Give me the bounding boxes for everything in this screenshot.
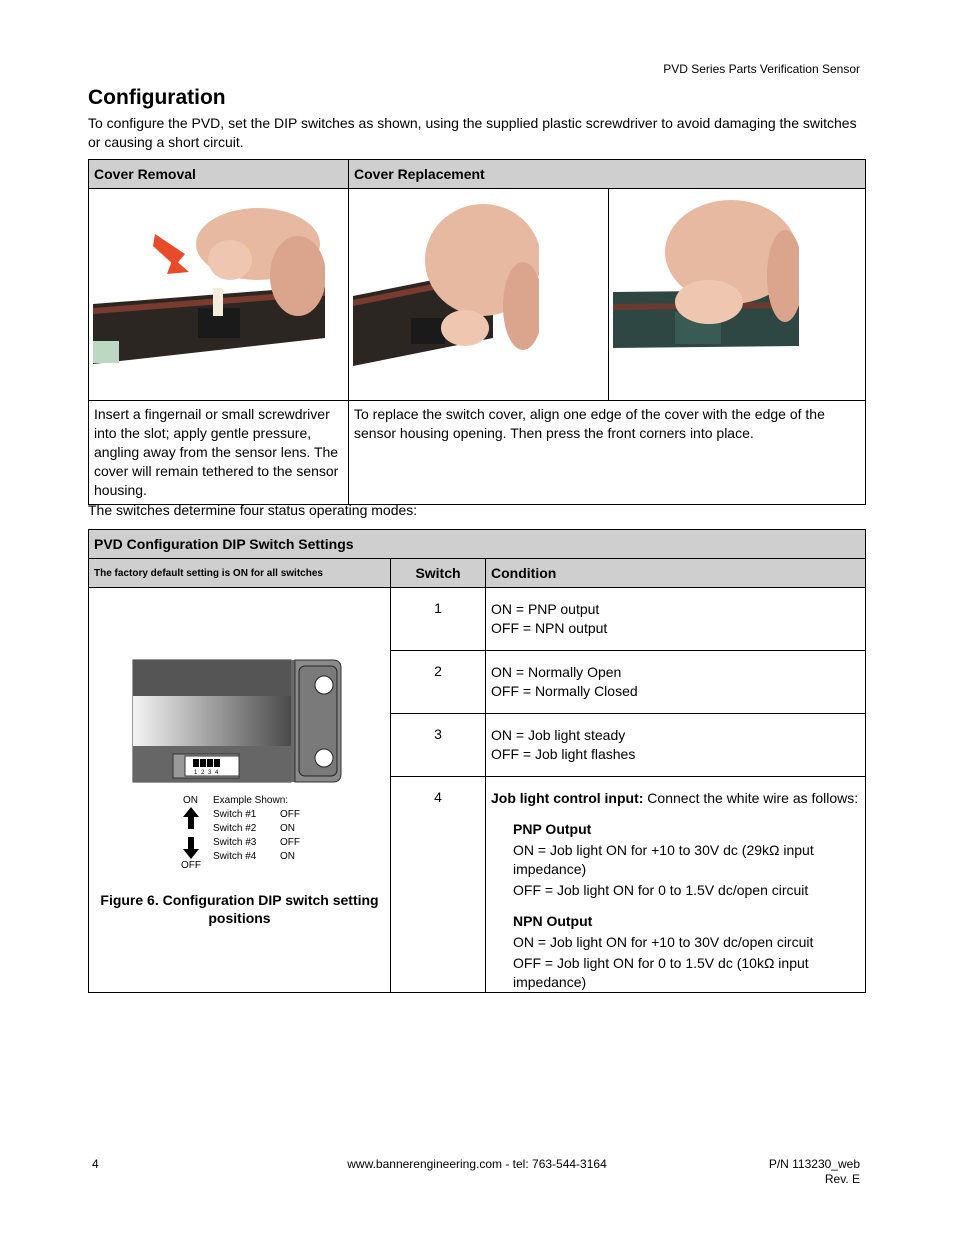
factory-default-note: The factory default setting is ON for all switches [89, 559, 391, 588]
running-header: PVD Series Parts Verification Sensor [663, 62, 860, 76]
switch-1-off: OFF = NPN output [491, 620, 608, 636]
pnp-on-line: ON = Job light ON for +10 to 30V dc (29kΩ input impedance) [513, 842, 814, 877]
off-label: OFF [181, 860, 201, 871]
on-label: ON [183, 795, 198, 806]
removal-description: Insert a fingernail or small screwdriver into the slot; apply gentle pressure, angling away from the sensor lens. The cover will remain tethered to the sensor housing. [89, 401, 349, 505]
npn-on-line: ON = Job light ON for +10 to 30V dc/open circuit [513, 934, 814, 950]
example-switch-2-state: ON [280, 823, 295, 834]
switch-4-condition [486, 777, 866, 993]
cover-replacement-photo-2 [613, 196, 799, 372]
down-arrow-icon [183, 837, 199, 859]
npn-output-title: NPN Output [513, 913, 593, 929]
cover-removal-header: Cover Removal [89, 160, 349, 189]
switch-4-number: 4 [391, 777, 486, 993]
switch-4-lead-rest: Connect the white wire as follows: [643, 790, 859, 806]
replacement-photo-cell-2 [609, 189, 866, 401]
example-title: Example Shown: [213, 795, 289, 806]
page-number: 4 [92, 1157, 99, 1171]
switch-column-header: Switch [391, 559, 486, 588]
dip-number-4: 4 [215, 770, 219, 776]
section-title: Configuration [88, 86, 226, 109]
dip-lever-1 [193, 759, 199, 767]
revision: Rev. E [824, 1172, 860, 1186]
cover-table [88, 159, 866, 505]
pnp-off-line: OFF = Job light ON for 0 to 1.5V dc/open circuit [513, 882, 809, 898]
intro-paragraph: To configure the PVD, set the DIP switches as shown, using the supplied plastic screwdriver to avoid damaging the switches or causing a short circuit. [88, 115, 857, 150]
cover-replacement-photo-1 [353, 196, 539, 366]
example-switch-3-name: Switch #3 [213, 837, 257, 848]
sensor-housing-diagram [89, 648, 390, 788]
figure-caption: Figure 6. Configuration DIP switch setting positions [100, 892, 379, 926]
removal-photo-cell [89, 189, 349, 401]
dip-table-title: PVD Configuration DIP Switch Settings [89, 530, 866, 559]
replacement-photo-cell-1 [349, 189, 609, 401]
switch-3-condition [486, 714, 866, 777]
modes-sentence: The switches determine four status operating modes: [88, 502, 418, 518]
dip-switch-table [88, 529, 866, 993]
dip-lever-3 [207, 759, 213, 767]
dip-number-1: 1 [194, 770, 198, 776]
cover-replacement-header: Cover Replacement [349, 160, 866, 189]
dip-number-2: 2 [201, 770, 205, 776]
up-arrow-icon [183, 807, 199, 829]
replacement-description: To replace the switch cover, align one edge of the cover with the edge of the sensor housing opening. Then press the front corners into place. [349, 401, 866, 505]
pnp-output-title: PNP Output [513, 821, 592, 837]
example-switch-1-state: OFF [280, 809, 300, 820]
dip-number-3: 3 [208, 770, 212, 776]
example-switch-1-name: Switch #1 [213, 809, 257, 820]
condition-column-header: Condition [486, 559, 866, 588]
part-number: P/N 113230_web [768, 1157, 860, 1171]
dip-lever-2 [200, 759, 206, 767]
switch-4-lead [491, 789, 860, 808]
example-switch-2-name: Switch #2 [213, 823, 257, 834]
switch-4-lead-bold: Job light control input: [491, 790, 644, 806]
switch-3-off: OFF = Job light flashes [491, 746, 636, 762]
switch-1-condition [486, 588, 866, 651]
npn-off-line: OFF = Job light ON for 0 to 1.5V dc (10kΩ input impedance) [513, 955, 809, 990]
example-switch-4-state: ON [280, 851, 295, 862]
switch-2-condition [486, 651, 866, 714]
footer-part-info [769, 1157, 860, 1187]
switch-3-on: ON = Job light steady [491, 727, 626, 743]
switch-2-off: OFF = Normally Closed [491, 683, 638, 699]
dip-lever-4 [214, 759, 220, 767]
example-switch-3-state: OFF [280, 837, 300, 848]
switch-1-on: ON = PNP output [491, 601, 600, 617]
dip-figure-cell [89, 588, 391, 993]
switch-2-on: ON = Normally Open [491, 664, 622, 680]
switch-1-number: 1 [391, 588, 486, 651]
footer-contact: www.bannerengineering.com - tel: 763-544-3164 [347, 1157, 607, 1171]
switch-2-number: 2 [391, 651, 486, 714]
switch-3-number: 3 [391, 714, 486, 777]
cover-removal-photo [93, 196, 325, 366]
example-switch-4-name: Switch #4 [213, 851, 257, 862]
